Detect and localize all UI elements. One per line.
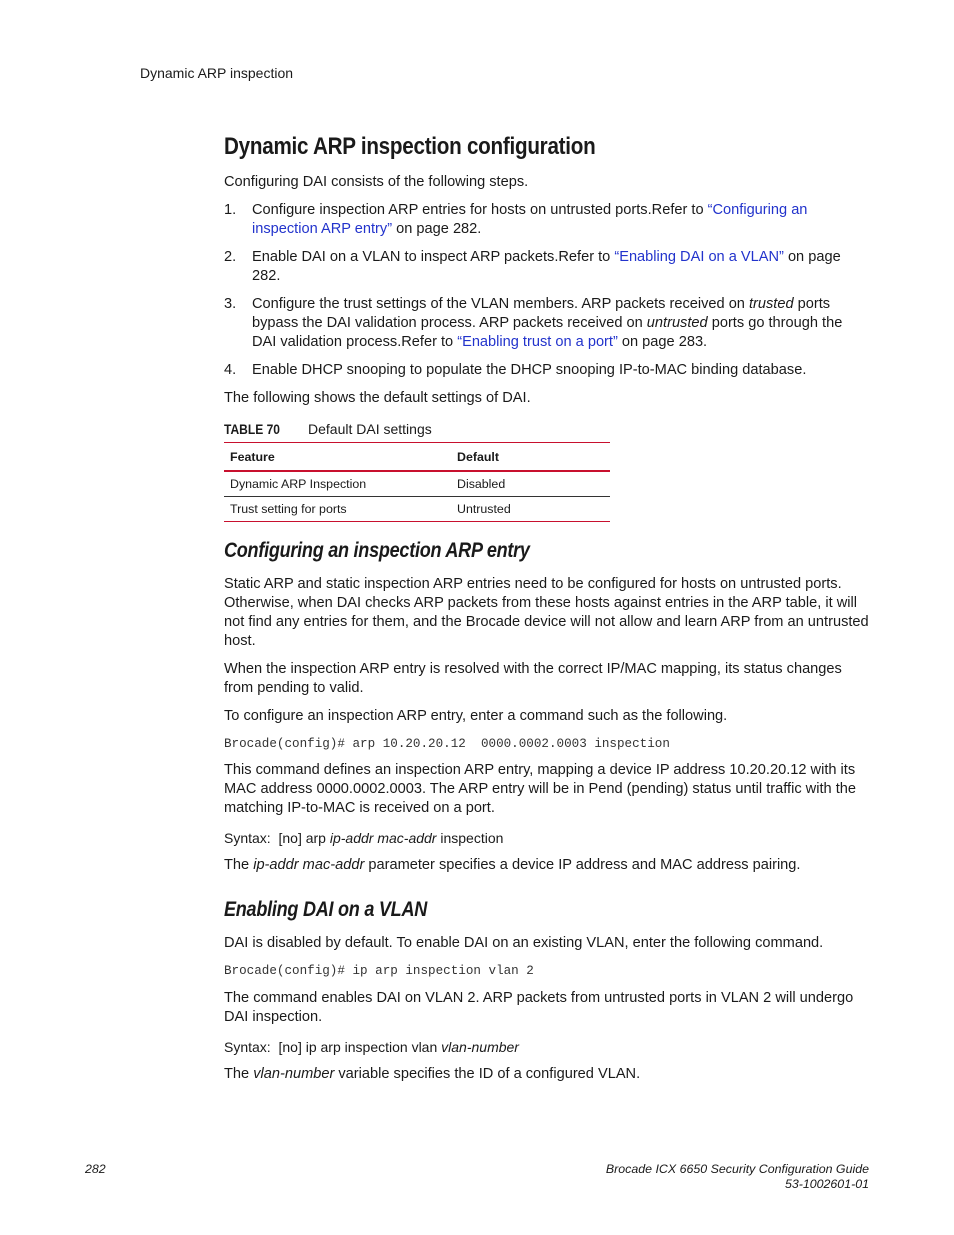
link-configuring-arp-entry[interactable]: “Configuring an inspection ARP entry” bbox=[252, 202, 808, 237]
body-paragraph: Static ARP and static inspection ARP entries need to be configured for hosts on untrusted ports. Otherwise, when DAI checks ARP packets from these hosts against entries in the ARP table, it will not find any entries for them, and the Brocade device will not allow and learn ARP from an untrusted host. bbox=[224, 575, 869, 649]
page-content bbox=[224, 130, 870, 1084]
body-paragraph: DAI is disabled by default. To enable DAI on an existing VLAN, enter the following command. bbox=[224, 934, 824, 951]
table-cell: Trust setting for ports bbox=[230, 501, 347, 516]
body-paragraph: When the inspection ARP entry is resolved with the correct IP/MAC mapping, its status changes from pending to valid. bbox=[224, 660, 842, 696]
syntax-label: Syntax: bbox=[224, 1038, 271, 1055]
paragraph-text: The bbox=[224, 856, 254, 873]
list-item bbox=[224, 361, 870, 380]
code-example: Brocade(config)# ip arp inspection vlan 2 bbox=[224, 963, 534, 978]
emphasis: untrusted bbox=[646, 315, 708, 331]
step-text: ports go through the DAI validation process.Refer to bbox=[252, 315, 843, 350]
syntax-keyword: inspection bbox=[440, 829, 504, 846]
step-text: Enable DHCP snooping to populate the DHCP snooping IP-to-MAC binding database. bbox=[252, 362, 807, 378]
table-cell: Untrusted bbox=[457, 501, 511, 516]
syntax-line bbox=[224, 1038, 870, 1057]
link-enabling-trust[interactable]: “Enabling trust on a port” bbox=[457, 334, 618, 350]
step-number: 3. bbox=[224, 296, 237, 312]
step-text: on page 282. bbox=[252, 249, 841, 284]
step-number: 2. bbox=[224, 249, 237, 265]
syntax-line bbox=[224, 829, 870, 848]
list-item bbox=[224, 295, 870, 352]
table-number: TABLE 70 bbox=[224, 421, 280, 437]
list-item bbox=[224, 248, 870, 286]
syntax-bracket: ] bbox=[297, 829, 306, 846]
link-enabling-dai-vlan[interactable]: “Enabling DAI on a VLAN” bbox=[614, 249, 784, 265]
list-item bbox=[224, 201, 870, 239]
table-caption bbox=[224, 419, 870, 439]
step-text: on page 282. bbox=[392, 221, 482, 237]
emphasis: ip-addr mac-addr bbox=[253, 856, 365, 873]
body-paragraph: The command enables DAI on VLAN 2. ARP packets from untrusted ports in VLAN 2 will undergo DAI inspection. bbox=[224, 989, 854, 1025]
step-text: Configure the trust settings of the VLAN members. ARP packets received on bbox=[252, 296, 749, 312]
emphasis: trusted bbox=[748, 296, 794, 312]
table-row bbox=[224, 496, 610, 521]
table-header-row bbox=[224, 443, 610, 472]
paragraph-text: variable specifies the ID of a configured VLAN. bbox=[334, 1065, 641, 1082]
syntax-bracket: [ bbox=[278, 829, 283, 846]
table-row bbox=[224, 471, 610, 496]
step-text: Enable DAI on a VLAN to inspect ARP packets.Refer to bbox=[252, 249, 615, 265]
table-cell: Dynamic ARP Inspection bbox=[230, 476, 367, 491]
column-header-feature: Feature bbox=[230, 449, 275, 464]
default-settings-table bbox=[224, 442, 610, 522]
paragraph-text: parameter specifies a device IP address and MAC address pairing. bbox=[364, 856, 801, 873]
step-number: 4. bbox=[224, 362, 237, 378]
body-paragraph bbox=[224, 1065, 870, 1084]
table-title: Default DAI settings bbox=[308, 421, 432, 437]
page-number: 282 bbox=[85, 1162, 106, 1176]
footer-doc-id: 53-1002601-01 bbox=[784, 1177, 869, 1191]
page-title: Dynamic ARP inspection configuration bbox=[224, 133, 596, 160]
status-term: Pend bbox=[588, 780, 623, 797]
step-text: on page 283. bbox=[617, 334, 708, 350]
syntax-args: ip-addr mac-addr bbox=[325, 829, 441, 846]
section-heading-arp-entry: Configuring an inspection ARP entry bbox=[224, 538, 530, 562]
running-header: Dynamic ARP inspection bbox=[140, 65, 294, 81]
intro-paragraph: Configuring DAI consists of the following steps. bbox=[224, 174, 529, 190]
paragraph-text: The bbox=[224, 1065, 254, 1082]
footer-doc-info bbox=[606, 1162, 869, 1192]
step-number: 1. bbox=[224, 202, 237, 218]
paragraph-text: This command defines an inspection ARP entry, mapping a device IP address 10.20.20.12 with its MAC address 0000.0002.0003. The ARP entry will be in bbox=[224, 761, 856, 797]
body-paragraph bbox=[224, 761, 870, 818]
syntax-keyword: no bbox=[282, 829, 298, 846]
syntax-args: vlan-number bbox=[437, 1038, 519, 1055]
body-paragraph bbox=[224, 856, 870, 875]
syntax-bracket: [ bbox=[278, 1038, 283, 1055]
body-paragraph: To configure an inspection ARP entry, enter a command such as the following. bbox=[224, 707, 728, 724]
paragraph-text: (pending) status until traffic with the matching IP-to-MAC is received on a port. bbox=[224, 780, 856, 816]
syntax-label: Syntax: bbox=[224, 829, 271, 846]
defaults-intro: The following shows the default settings of DAI. bbox=[224, 390, 531, 406]
syntax-keyword: ip arp inspection vlan bbox=[305, 1038, 438, 1055]
emphasis: vlan-number bbox=[253, 1065, 335, 1082]
column-header-default: Default bbox=[457, 449, 499, 464]
syntax-keyword: arp bbox=[305, 829, 326, 846]
syntax-bracket: ] bbox=[297, 1038, 306, 1055]
footer-title: Brocade ICX 6650 Security Configuration Guide bbox=[605, 1162, 869, 1176]
section-heading-enabling-dai: Enabling DAI on a VLAN bbox=[224, 897, 428, 921]
steps-list bbox=[224, 201, 870, 380]
step-text: Configure inspection ARP entries for hosts on untrusted ports.Refer to bbox=[252, 202, 708, 218]
syntax-keyword: no bbox=[282, 1038, 298, 1055]
code-example: Brocade(config)# arp 10.20.20.12 0000.0002.0003 inspection bbox=[224, 736, 670, 751]
step-text: ports bypass the DAI validation process. ARP packets received on bbox=[252, 296, 831, 331]
table-cell: Disabled bbox=[457, 476, 506, 491]
